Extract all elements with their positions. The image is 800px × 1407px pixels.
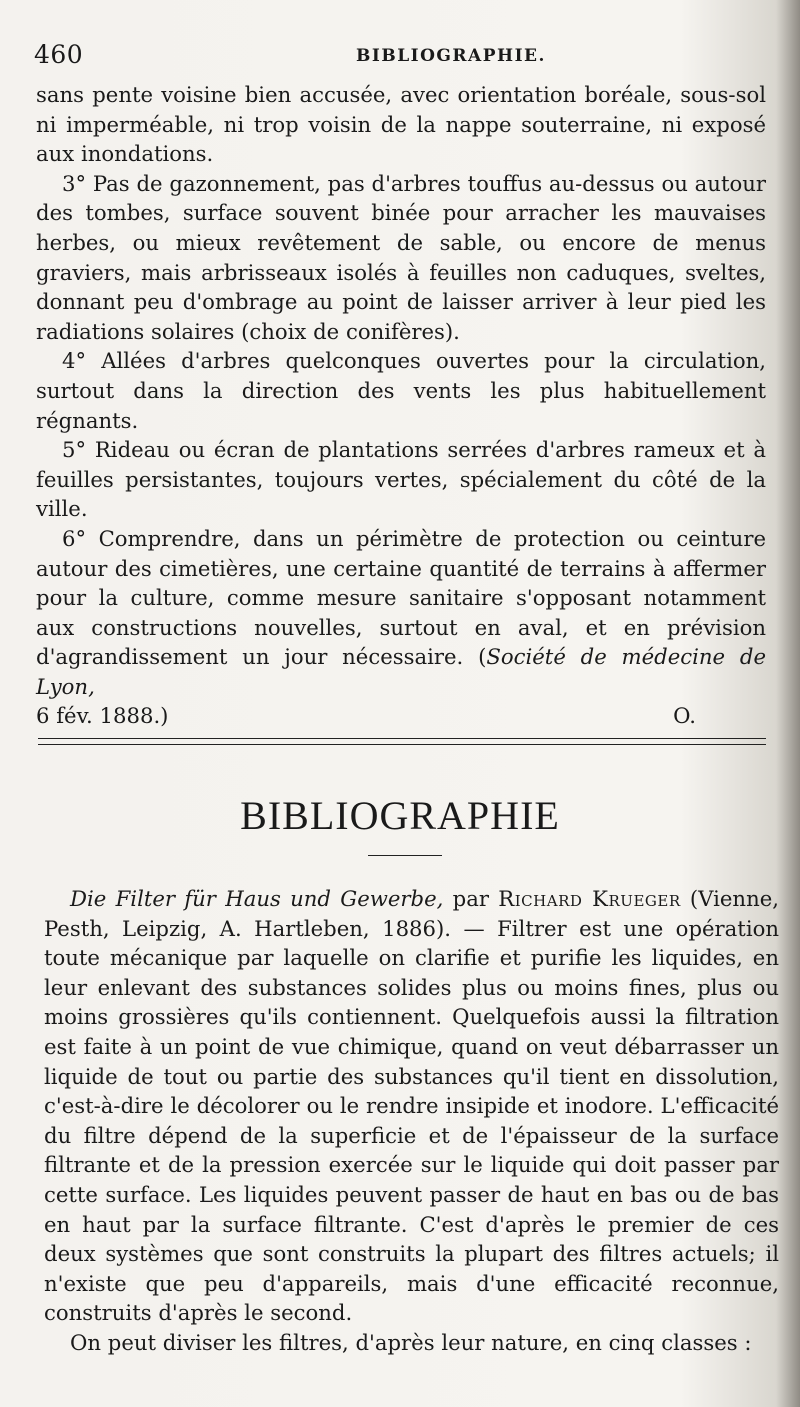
signature: O. — [673, 703, 696, 729]
entry-by: par — [443, 886, 499, 911]
title-underline — [368, 855, 442, 856]
paragraph-5: 5° Rideau ou écran de plantations serrées d'arbres rameux et à feuilles persistantes, toujours vertes, spécialement du côté de la ville. — [36, 437, 766, 522]
paragraph-6-date: 6 fév. 1888.) — [36, 703, 169, 729]
page-header — [34, 34, 770, 74]
running-title: BIBLIOGRAPHIE. — [356, 46, 546, 66]
entry-author: Richard Krueger — [498, 886, 681, 911]
bibliography-section — [44, 884, 779, 1358]
top-section — [36, 80, 766, 731]
paragraph-4: 4° Allées d'arbres quelconques ouvertes pour la circulation, surtout dans la direction des vents les plus habituellement régnants. — [36, 348, 766, 433]
paragraph-6 — [36, 524, 766, 702]
entry-publication: (Vienne, Pesth, Leipzig, A. Hartleben, 1886). — — [44, 886, 779, 941]
entry-text: Filtrer est une opération toute mécanique par laquelle on clarifie et purifie les liquides, en leur enlevant des substances solides plus ou moins fines, plus ou moins grossières qu'ils contiennent. Quelquefois aussi la filtration est faite à un point de vue chimique, quand on veut débarrasser un liquide de tout ou partie des substances qu'il tient en dissolution, c'est-à-dire le décolorer ou le rendre insipide et inodore. L'efficacité du filtre dépend de la superficie et de l'épaisseur de la surface filtrante et de la pression exercée sur le liquide qui doit passer par cette surface. Les liquides peuvent passer de haut en bas ou de bas en haut par la surface filtrante. C'est d'après le premier de ces deux systèmes que sont construits la plupart des filtres actuels; il n'existe que peu d'appareils, mais d'une efficacité reconnue, construits d'après le second. — [44, 915, 779, 1326]
paragraph-6-source: Société de médecine de Lyon, — [36, 644, 766, 699]
last-line: On peut diviser les filtres, d'après leur nature, en cinq classes : — [70, 1329, 752, 1355]
section-title: BIBLIOGRAPHIE — [240, 793, 560, 838]
continued-paragraph: sans pente voisine bien accusée, avec orientation boréale, sous-sol ni imperméable, ni trop voisin de la nappe souterraine, ni exposé aux inondations. — [36, 82, 766, 167]
bibliography-entry — [44, 884, 779, 1328]
paragraph-6-text: 6° Comprendre, dans un périmètre de protection ou ceinture autour des cimetières, une certaine quantité de terrains à affermer pour la culture, comme mesure sanitaire s'opposant notamment aux constructions nouvelles, surtout en aval, et en prévision d'agrandissement un jour nécessaire. ( — [36, 525, 766, 670]
signature-line — [36, 701, 766, 731]
entry-title: Die Filter für Haus und Gewerbe, — [70, 886, 444, 911]
paragraph-3: 3° Pas de gazonnement, pas d'arbres touffus au-dessus ou autour des tombes, surface souvent binée pour arracher les mauvaises herbes, ou mieux revêtement de sable, ou encore de menus graviers, mais arbrisseaux isolés à feuilles non caduques, sveltes, donnant peu d'ombrage au point de laisser arriver à leur pied les radiations solaires (choix de conifères). — [36, 170, 766, 344]
page-number: 460 — [34, 40, 84, 69]
section-divider — [38, 738, 766, 745]
